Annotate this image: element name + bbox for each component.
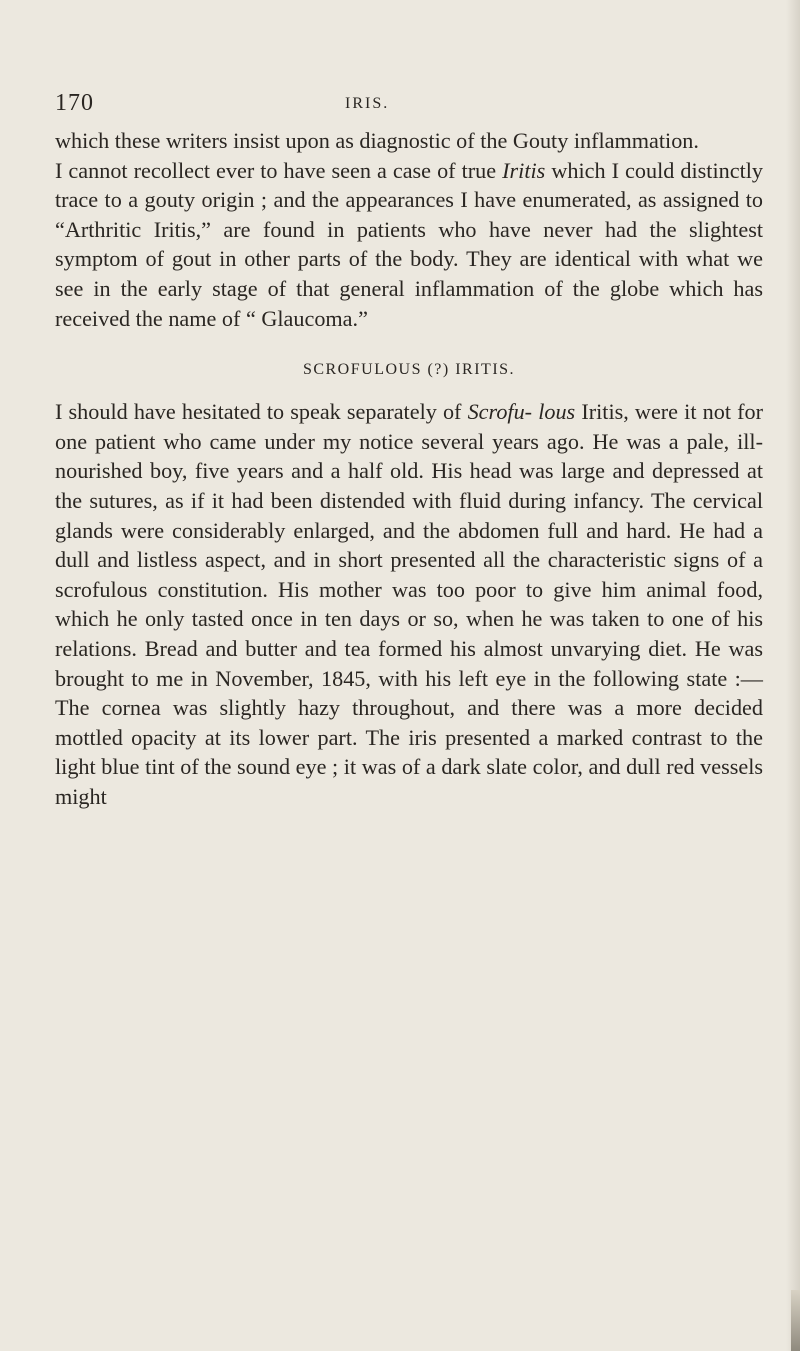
paragraph-text: I should have hesitated to speak separately of [55,399,468,425]
page-edge-mark [791,1290,800,1351]
paragraph-text: Iritis, were it not for one patient who came under my notice several years ago. He was a pale, ill-nourished boy, five years and a half old. His head was large and depressed at the sutures, as if it had been distended with fluid during infancy. The cervical glands were considerably enlarged, and the abdomen full and hard. He had a dull and listless aspect, and in short presented all the characteristic signs of a scrofulous constitution. His mother was too poor to give him animal food, which he only tasted once in ten days or so, when he was taken to one of his relations. Bread and butter and tea formed his almost unvarying diet. He was brought to me in November, 1845, with his left eye in the following state :—The cornea was slightly hazy throughout, and there was a more decided mottled opacity at its lower part. The iris presented a marked contrast to the light blue tint of the sound eye ; it was of a dark slate color, and dull red vessels might [55,399,763,809]
running-title: IRIS. [345,95,390,112]
italic-term: Scrofu- lous [467,399,576,425]
page-number: 170 [55,90,94,116]
paragraph-text: which I could distinctly trace to a gouty origin ; and the appearances I have enumerated, as assigned to “Arthritic Iritis,” are found in patients who have never had the slightest symptom of gout in other parts of the body. They are identical with what we see in the early stage of that general inflammation of the globe which has received the name of “ Glaucoma.” [55,157,763,331]
italic-term: Iritis [502,157,546,183]
paragraph-text: I cannot recollect ever to have seen a case of true [55,157,503,183]
paragraph-scrofulous-iritis [55,397,763,811]
running-head [55,90,755,120]
page-edge-shadow [786,0,800,1351]
body-text [55,126,763,811]
paragraph-continuation: which these writers insist upon as diagnostic of the Gouty inflammation. [55,128,699,153]
section-heading: SCROFULOUS (?) IRITIS. [302,361,516,379]
paragraph-gouty-iritis [55,156,763,334]
